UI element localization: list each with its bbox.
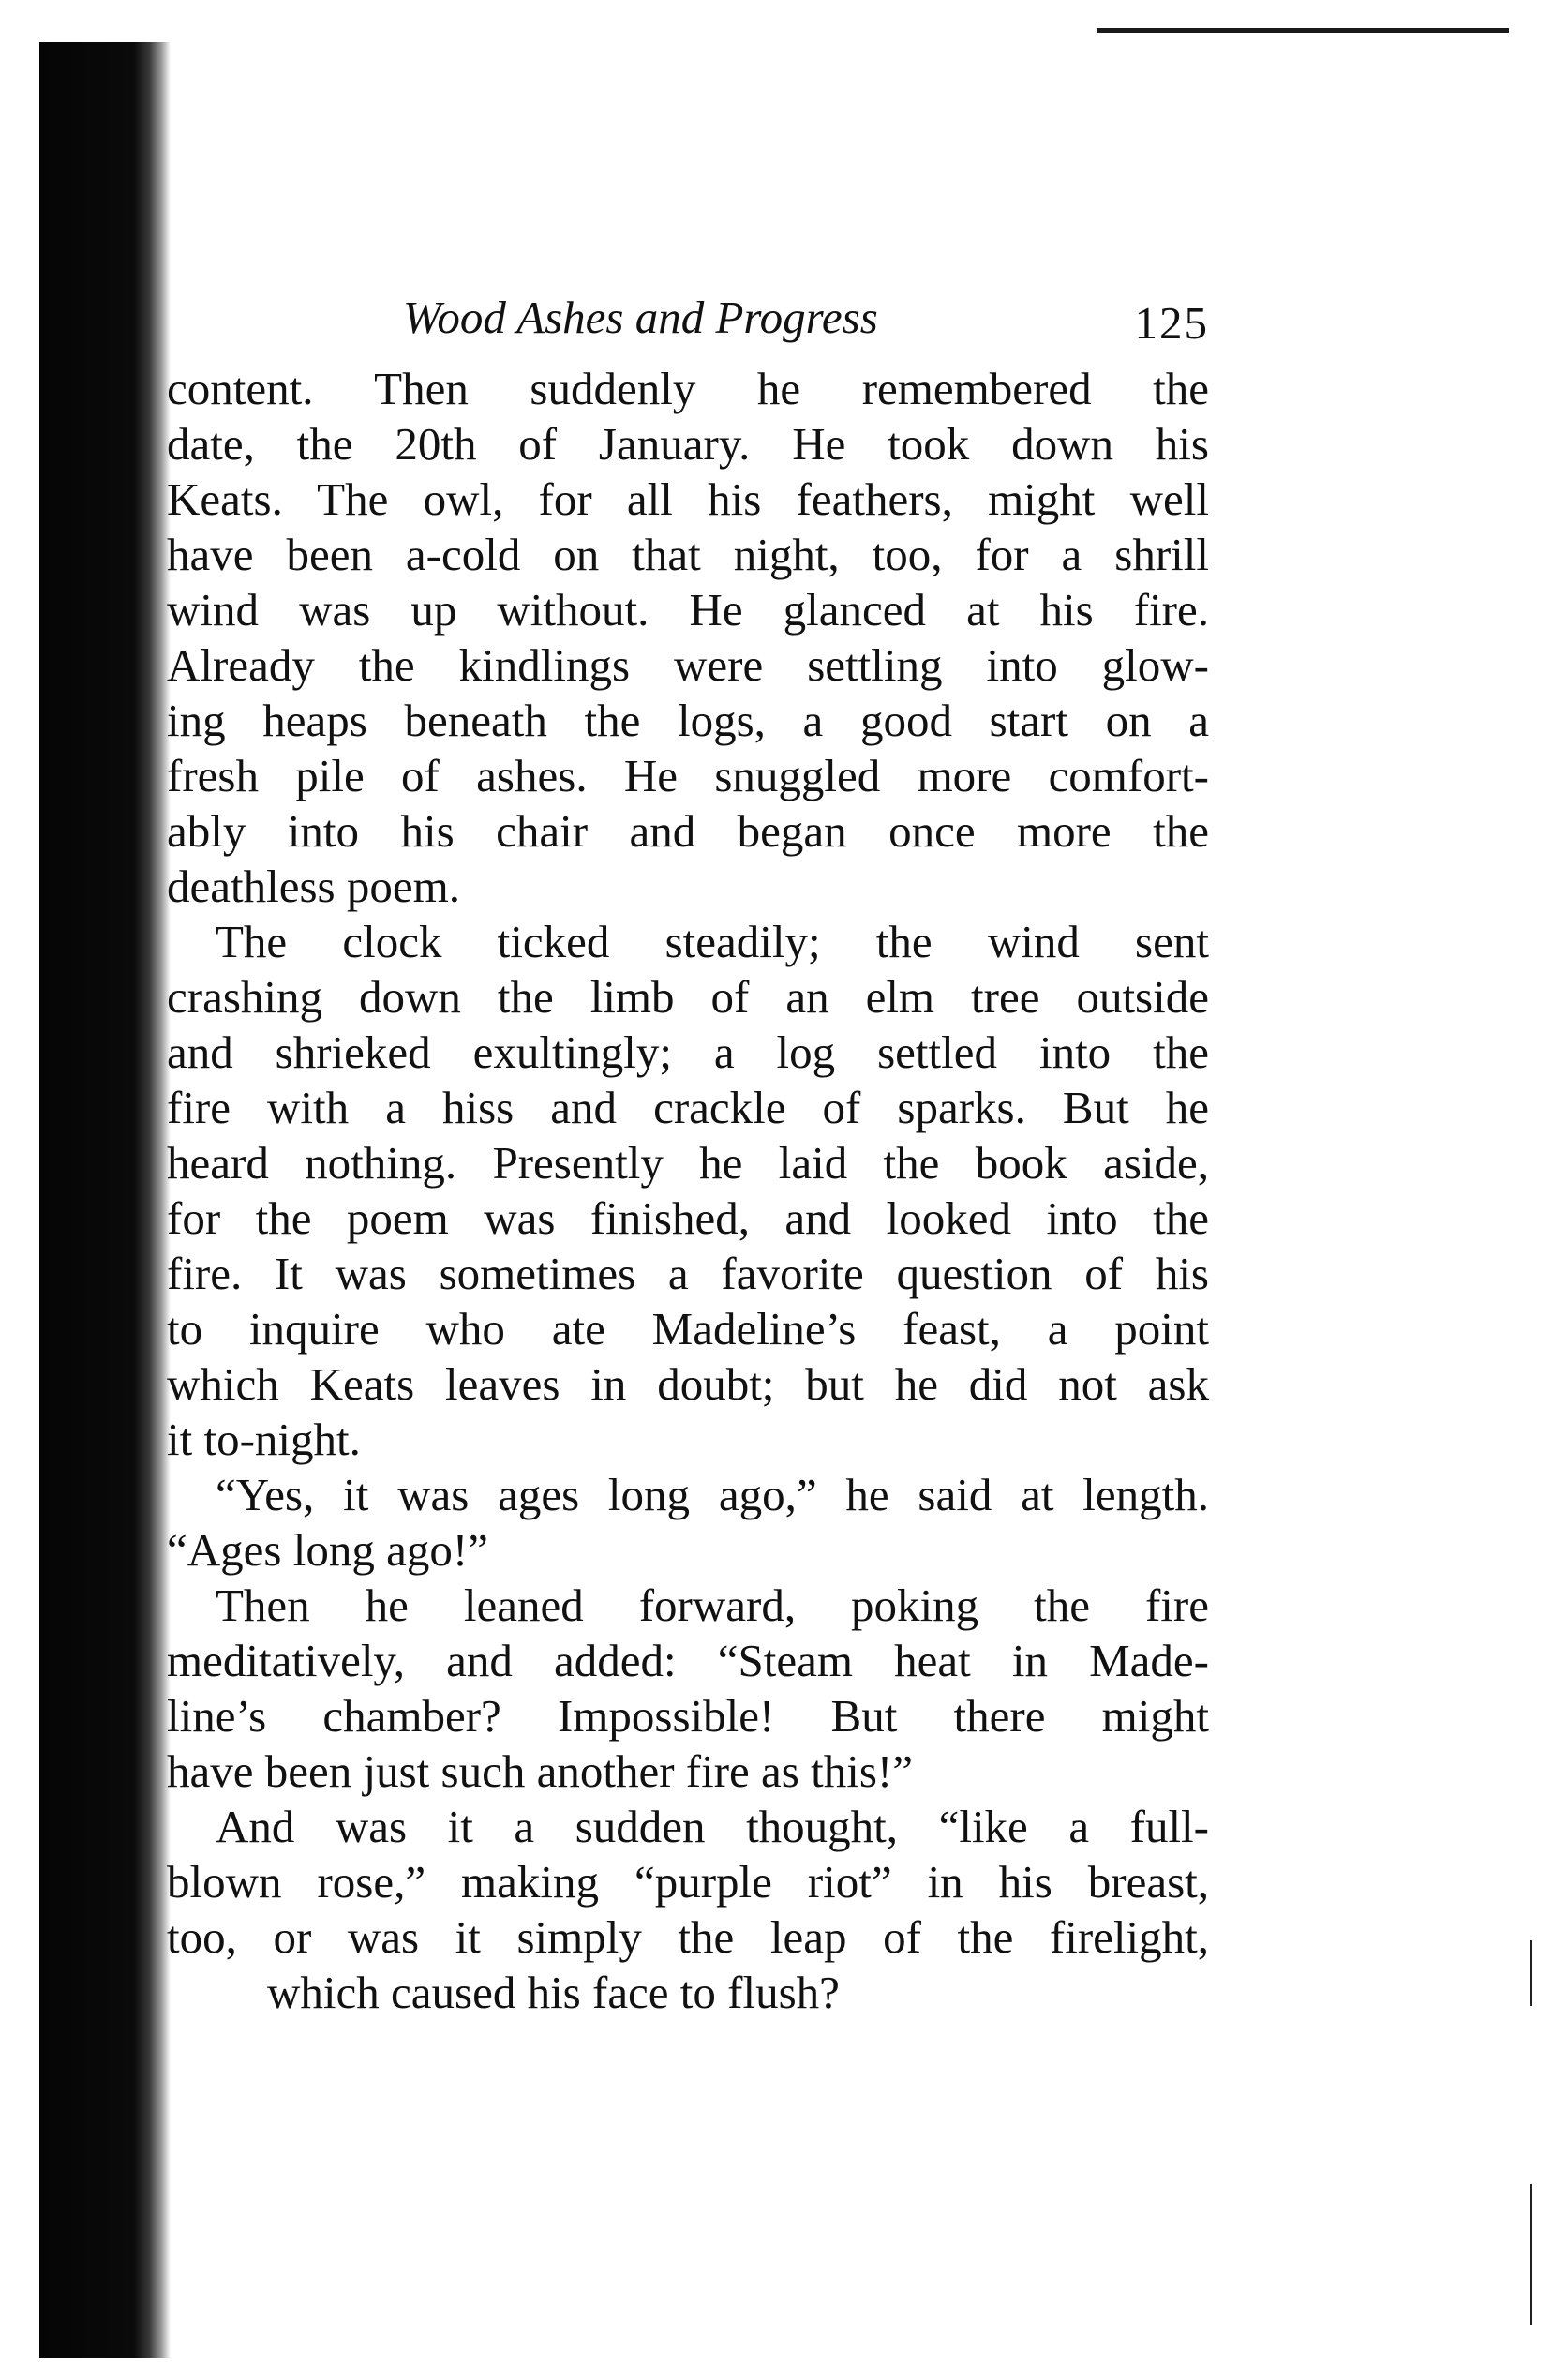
text-line: Then he leaned forward, poking the fire	[216, 1579, 1209, 1631]
text-line: deathless poem.	[167, 861, 460, 912]
book-spine-shadow	[39, 42, 171, 2358]
text-line: And was it a sudden thought, “like a full-	[216, 1801, 1209, 1852]
text-line: heard nothing. Presently he laid the book aside,	[167, 1137, 1209, 1189]
text-line: meditatively, and added: “Steam heat in Made-	[167, 1635, 1209, 1686]
text-line: which Keats leaves in doubt; but he did not ask	[167, 1358, 1209, 1410]
text-line: crashing down the limb of an elm tree outside	[167, 971, 1209, 1023]
text-line: for the poem was finished, and looked into the	[167, 1192, 1209, 1244]
text-line: too, or was it simply the leap of the firelight,	[167, 1911, 1209, 1963]
top-edge-rule	[1097, 28, 1509, 33]
text-line: Keats. The owl, for all his feathers, might well	[167, 473, 1209, 525]
text-line: it to-night.	[167, 1414, 361, 1465]
page-number: 125	[1134, 297, 1209, 349]
text-line: fresh pile of ashes. He snuggled more comfort-	[167, 750, 1209, 801]
text-line: wind was up without. He glanced at his fire.	[167, 584, 1209, 636]
body-text	[167, 361, 1209, 2020]
text-line: ably into his chair and began once more the	[167, 805, 1209, 857]
text-line: ing heaps beneath the logs, a good start on a	[167, 695, 1209, 746]
text-line: have been a-cold on that night, too, for a shrill	[167, 529, 1209, 580]
text-line: line’s chamber? Impossible! But there might	[167, 1690, 1209, 1742]
text-line: fire. It was sometimes a favorite question of his	[167, 1248, 1209, 1299]
edge-mark	[1530, 1940, 1532, 2006]
text-line: “Yes, it was ages long ago,” he said at length.	[216, 1469, 1209, 1520]
text-line: The clock ticked steadily; the wind sent	[216, 916, 1209, 967]
edge-mark	[1530, 2184, 1532, 2325]
text-line: blown rose,” making “purple riot” in his breast,	[167, 1856, 1209, 1908]
text-line: which caused his face to flush?	[267, 1967, 840, 2018]
text-line: “Ages long ago!”	[167, 1524, 488, 1576]
page-header	[173, 272, 1209, 347]
text-line: have been just such another fire as this!”	[167, 1745, 913, 1797]
text-line: content. Then suddenly he remembered the	[167, 363, 1209, 414]
text-line: fire with a hiss and crackle of sparks. But he	[167, 1082, 1209, 1133]
text-line: date, the 20th of January. He took down his	[167, 418, 1209, 470]
text-line: Already the kindlings were settling into glow-	[167, 639, 1209, 691]
text-line: to inquire who ate Madeline’s feast, a point	[167, 1303, 1209, 1355]
running-title: Wood Ashes and Progress	[403, 292, 878, 343]
text-line: and shrieked exultingly; a log settled into the	[167, 1026, 1209, 1078]
